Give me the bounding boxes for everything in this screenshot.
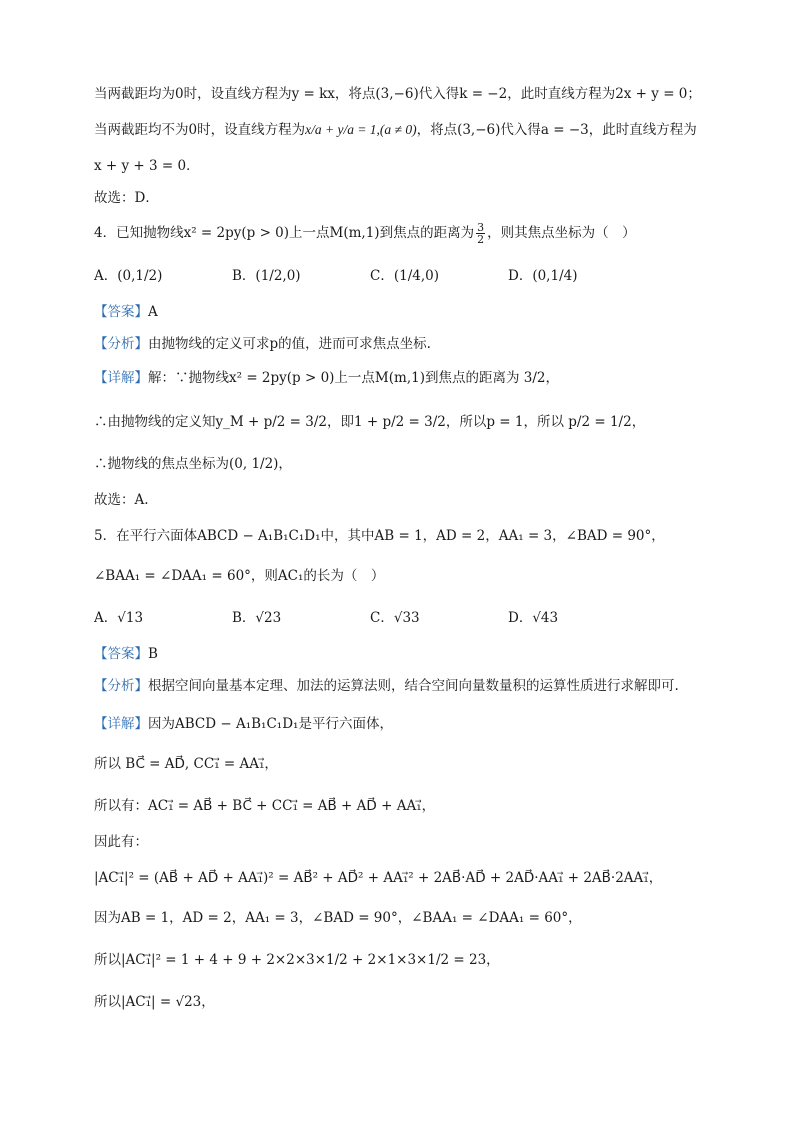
option-label: A． xyxy=(94,268,118,284)
question-4-stem-a: 4．已知抛物线x² = 2py(p > 0)上一点M(m,1)到焦点的距离为 xyxy=(94,225,475,241)
question-4-detail-4: 故选：A. xyxy=(94,492,149,508)
option-value: (0,1/2) xyxy=(117,268,163,284)
option-value: √13 xyxy=(117,610,144,626)
question-4-detail-1 xyxy=(94,368,559,388)
question-5-detail-6: 因为AB = 1，AD = 2，AA₁ = 3，∠BAD = 90°，∠BAA₁ = ∠DAA₁ = 60°， xyxy=(94,910,582,926)
solution-line-2-a: 当两截距均不为0时，设直线方程为 xyxy=(94,122,306,138)
question-5-detail-4: 因此有： xyxy=(94,834,148,850)
question-5-option-a xyxy=(94,608,143,628)
solution-line-2 xyxy=(94,120,697,140)
analysis-text: 由抛物线的定义可求p的值，进而可求焦点坐标. xyxy=(148,336,431,352)
analysis-tag: 【分析】 xyxy=(94,336,148,352)
option-value: (0,1/4) xyxy=(532,268,578,284)
answer-value: A xyxy=(148,304,158,320)
answer-value: B xyxy=(148,646,158,662)
question-4-answer xyxy=(94,302,158,322)
analysis-text: 根据空间向量基本定理、加法的运算法则，结合空间向量数量积的运算性质进行求解即可. xyxy=(148,678,679,694)
question-5-stem-1: 5．在平行六面体ABCD − A₁B₁C₁D₁中，其中AB = 1，AD = 2，AA₁ = 3，∠BAD = 90°， xyxy=(94,528,665,544)
option-value: (1/2,0) xyxy=(255,268,301,284)
solution-line-3: x + y + 3 = 0． xyxy=(94,158,200,174)
question-4-option-a xyxy=(94,266,162,286)
fraction-numerator: 3 xyxy=(477,221,485,234)
question-4-option-d xyxy=(508,266,577,286)
question-5-detail-8: 所以|AC₁⃗| = √23， xyxy=(94,994,215,1010)
detail-tag: 【详解】 xyxy=(94,370,148,386)
solution-choice-line: 故选：D． xyxy=(94,190,159,206)
question-5-detail-7: 所以|AC₁⃗|² = 1 + 4 + 9 + 2×2×3×1/2 + 2×1×3×1/2 = 23， xyxy=(94,952,500,968)
question-5-answer xyxy=(94,644,158,664)
solution-line-1: 当两截距均为0时，设直线方程为y = kx，将点(3,−6)代入得k = −2，此时直线方程为2x + y = 0； xyxy=(94,86,701,102)
question-5-detail-1 xyxy=(94,714,393,734)
option-label: D． xyxy=(508,610,533,626)
answer-tag: 【答案】 xyxy=(94,304,148,320)
option-value: √43 xyxy=(532,610,559,626)
question-5-detail-5: |AC₁⃗|² = (AB⃗ + AD⃗ + AA₁⃗)² = AB⃗² + AD⃗² + AA₁⃗² + 2AB⃗·AD⃗ + 2AD⃗·AA₁⃗ + 2AB⃗·2AA₁⃗， xyxy=(94,870,663,886)
fraction-denominator: 2 xyxy=(477,233,485,246)
question-4-option-b xyxy=(232,266,301,286)
question-4-detail-3: ∴抛物线的焦点坐标为(0, 1/2)， xyxy=(94,456,292,472)
question-5-option-c xyxy=(370,608,420,628)
question-5-analysis xyxy=(94,676,679,696)
detail-text: 因为ABCD − A₁B₁C₁D₁是平行六面体， xyxy=(148,716,393,732)
solution-line-2-eq: x/a + y/a = 1,(a ≠ 0) xyxy=(305,122,417,137)
question-5-stem-2: ∠BAA₁ = ∠DAA₁ = 60°，则AC₁的长为（ ） xyxy=(94,568,385,584)
solution-line-2-c: ，将点(3,−6)代入得a = −3，此时直线方程为 xyxy=(416,122,697,138)
question-4-analysis xyxy=(94,334,431,354)
question-4-option-c xyxy=(370,266,439,286)
detail-text: 解：∵抛物线x² = 2py(p > 0)上一点M(m,1)到焦点的距离为 3/2， xyxy=(148,370,559,386)
option-label: C． xyxy=(370,268,394,284)
option-value: √23 xyxy=(255,610,282,626)
option-label: B． xyxy=(232,268,256,284)
question-5-option-d xyxy=(508,608,558,628)
detail-tag: 【详解】 xyxy=(94,716,148,732)
question-4-fraction xyxy=(476,222,485,245)
option-label: C． xyxy=(370,610,394,626)
option-label: B． xyxy=(232,610,256,626)
question-4-detail-2: ∴由抛物线的定义知y_M + p/2 = 3/2，即1 + p/2 = 3/2，所以p = 1，所以 p/2 = 1/2， xyxy=(94,414,646,430)
question-4-stem xyxy=(94,222,636,245)
option-label: A． xyxy=(94,610,118,626)
option-label: D． xyxy=(508,268,533,284)
question-4-stem-b: ，则其焦点坐标为（ ） xyxy=(487,225,636,241)
question-5-option-b xyxy=(232,608,281,628)
question-5-detail-2: 所以 BC⃗ = AD⃗, CC₁⃗ = AA₁⃗， xyxy=(94,756,278,772)
option-value: √33 xyxy=(393,610,420,626)
analysis-tag: 【分析】 xyxy=(94,678,148,694)
answer-tag: 【答案】 xyxy=(94,646,148,662)
option-value: (1/4,0) xyxy=(393,268,439,284)
question-5-detail-3: 所以有：AC₁⃗ = AB⃗ + BC⃗ + CC₁⃗ = AB⃗ + AD⃗ + AA₁⃗， xyxy=(94,798,436,814)
